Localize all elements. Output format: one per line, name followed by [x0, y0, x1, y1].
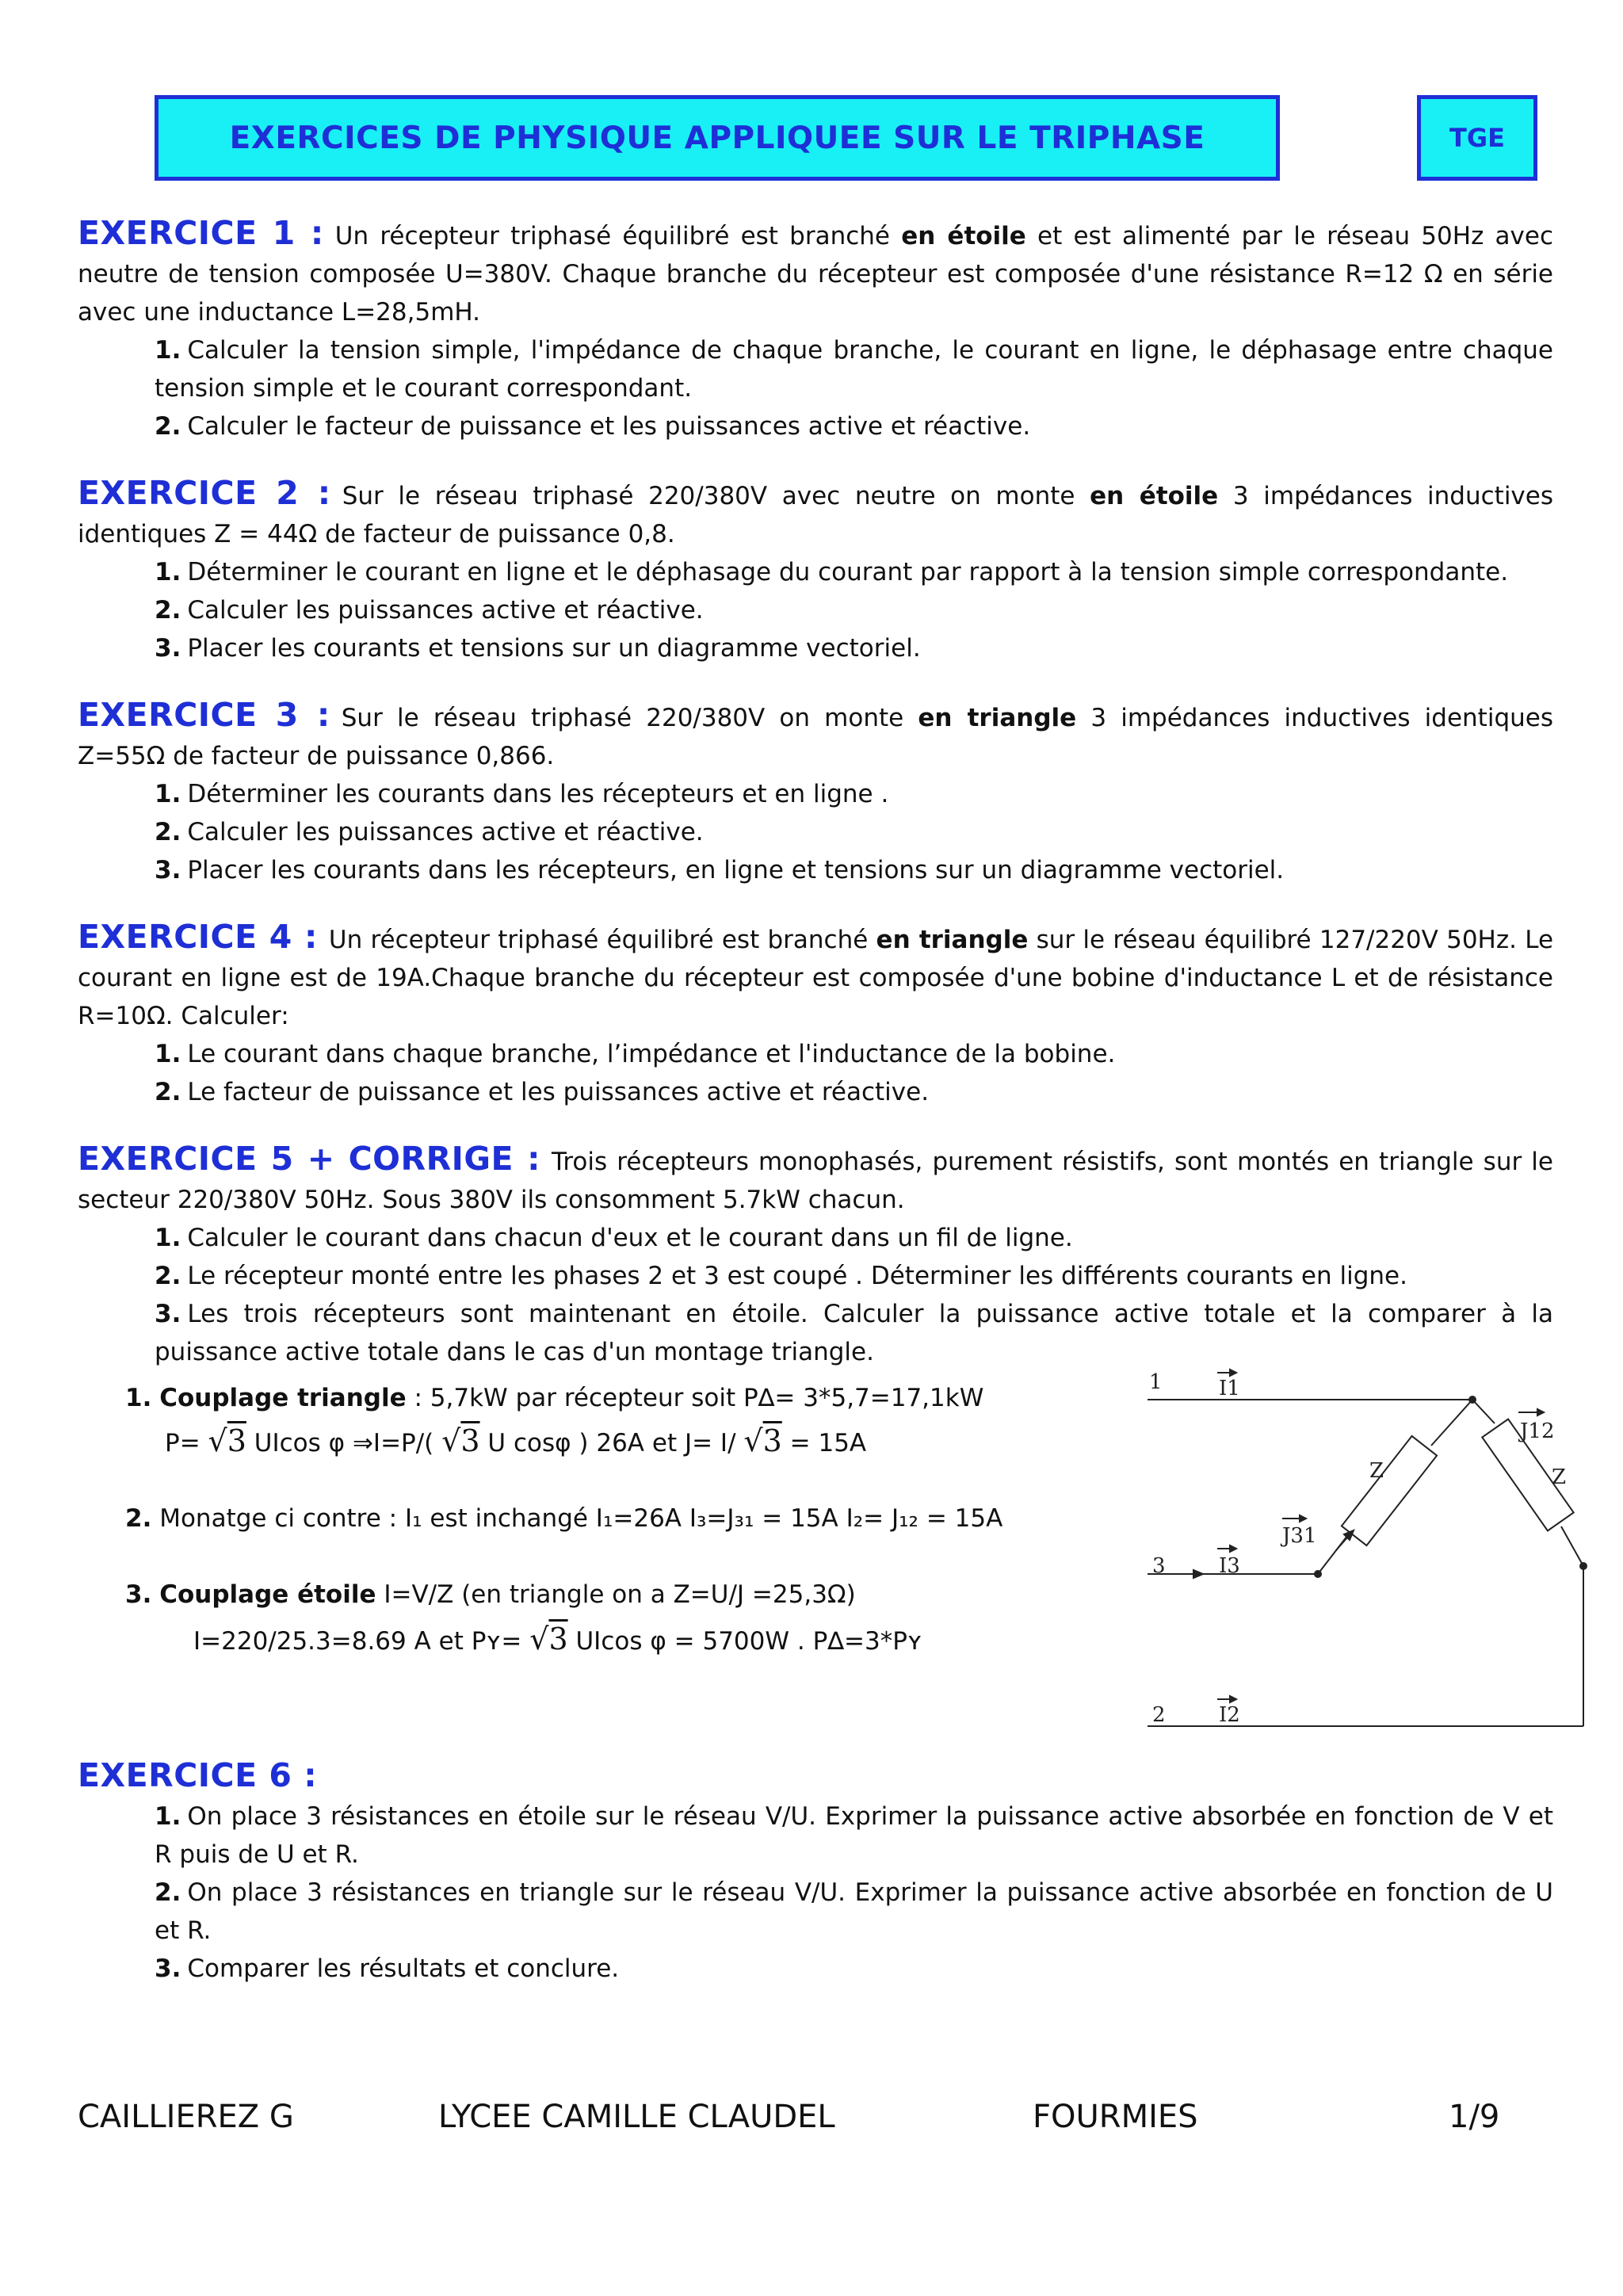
question-item [78, 1073, 1553, 1111]
exercise-2 [78, 474, 1553, 667]
formula-part: P= [165, 1429, 200, 1457]
exercise-6 [78, 1756, 1553, 1988]
intro-text: Sur le réseau triphasé 220/380V on monte [341, 704, 918, 732]
intro-keyword: en triangle [918, 704, 1077, 732]
question-text: Calculer le facteur de puissance et les puissances active et réactive. [187, 412, 1031, 441]
formula-part: = 15A [789, 1429, 867, 1457]
question-text: Le récepteur monté entre les phases 2 et 3 est coupé . Déterminer les différents courants en ligne. [187, 1262, 1407, 1290]
j12-label: J12 [1520, 1419, 1555, 1443]
question-item [78, 1035, 1553, 1073]
intro-text: et est alimenté par le réseau 50Hz avec neutre de tension composée U=380V. Chaque branche du récepteur est composée d'une résistance R=12 Ω en série avec une inductance L=28,5mH. [78, 222, 1553, 327]
question-number: 2. [155, 1878, 181, 1907]
footer-author: CAILLIEREZ G [78, 2099, 294, 2135]
sqrt-symbol: √3 [208, 1423, 246, 1458]
question-item [78, 1257, 1553, 1295]
question-number: 2. [155, 412, 181, 441]
question-number: 1. [155, 336, 181, 365]
exercise-1 [78, 214, 1553, 445]
triangle-circuit-diagram [1140, 1312, 1599, 1756]
exercise-3 [78, 696, 1553, 889]
question-number: 3. [155, 1300, 181, 1328]
corrige-line-1 [125, 1384, 983, 1412]
question-item [78, 331, 1553, 407]
corrige-text-span: : 5,7kW par récepteur soit P∆= 3*5,7=17,1kW [406, 1384, 984, 1412]
i3-label: I3 [1219, 1554, 1240, 1578]
wire-branch-right [1561, 1526, 1583, 1566]
sqrt-symbol: √3 [529, 1622, 568, 1656]
question-text: Déterminer le courant en ligne et le déphasage du courant par rapport à la tension simple correspondante. [187, 558, 1509, 586]
page-title: EXERCICES DE PHYSIQUE APPLIQUEE SUR LE TRIPHASE [229, 120, 1205, 156]
sqrt-symbol: √3 [743, 1423, 782, 1458]
question-number: 2. [155, 1078, 181, 1106]
sqrt-symbol: √3 [441, 1423, 480, 1458]
question-text: Le facteur de puissance et les puissances active et réactive. [187, 1078, 930, 1106]
corrige-number: 3. [125, 1580, 152, 1609]
z-left-label: Z [1369, 1459, 1384, 1483]
vector-mark-i2-head [1230, 1696, 1236, 1702]
exercise-1-heading: EXERCICE 1 : [78, 214, 324, 252]
question-text: Comparer les résultats et conclure. [187, 1954, 620, 1983]
i2-label: I2 [1219, 1703, 1240, 1727]
question-list [78, 553, 1553, 667]
exercise-6-intro [78, 1756, 1553, 1797]
question-number: 3. [155, 634, 181, 663]
j31-label: J31 [1282, 1524, 1317, 1548]
intro-keyword: en étoile [1090, 482, 1219, 510]
node-3-label: 3 [1152, 1554, 1166, 1578]
question-number: 3. [155, 856, 181, 884]
question-item [78, 591, 1553, 629]
formula-part: UIcos φ ⇒I=P/( [254, 1429, 434, 1457]
corrige-text-span: I=V/Z (en triangle on a Z=U/J =25,3Ω) [376, 1580, 856, 1609]
question-item [78, 629, 1553, 667]
impedance-z31 [1342, 1436, 1437, 1545]
question-list [78, 775, 1553, 889]
exercise-5-heading: EXERCICE 5 + CORRIGE : [78, 1140, 540, 1178]
corrige-line-1b [165, 1423, 866, 1458]
question-number: 2. [155, 1262, 181, 1290]
question-text: Les trois récepteurs sont maintenant en étoile. Calculer la puissance active totale et la comparer à la puissance active totale dans le cas d'un montage triangle. [155, 1300, 1553, 1366]
question-list [78, 1797, 1553, 1988]
question-number: 2. [155, 818, 181, 846]
question-list [78, 331, 1553, 445]
question-number: 2. [155, 596, 181, 625]
node-2-label: 2 [1152, 1703, 1166, 1727]
question-number: 1. [155, 558, 181, 586]
corrige-keyword: Couplage triangle [159, 1384, 407, 1412]
question-item [78, 1797, 1553, 1874]
corrige-keyword: Couplage étoile [159, 1580, 376, 1609]
question-text: Placer les courants dans les récepteurs, en ligne et tensions sur un diagramme vectoriel. [187, 856, 1285, 884]
corrige-number: 1. [125, 1384, 152, 1412]
formula-part: U cosφ ) 26A et J= I/ [487, 1429, 736, 1457]
question-item [78, 1219, 1553, 1257]
question-text: Calculer le courant dans chacun d'eux et le courant dans un fil de ligne. [187, 1224, 1073, 1252]
question-item [78, 1950, 1553, 1988]
sqrt-value: 3 [227, 1423, 246, 1458]
question-item [78, 407, 1553, 445]
title-banner [155, 95, 1280, 181]
question-number: 1. [155, 780, 181, 808]
footer-page-number: 1/9 [1449, 2099, 1500, 2135]
corrige-text-span: Monatge ci contre : I₁ est inchangé I₁=26A I₃=J₃₁ = 15A I₂= J₁₂ = 15A [159, 1504, 1003, 1533]
exercise-3-intro [78, 696, 1553, 775]
exercise-3-heading: EXERCICE 3 : [78, 696, 330, 734]
footer-school: LYCEE CAMILLE CLAUDEL [438, 2099, 835, 2135]
question-text: On place 3 résistances en triangle sur le réseau V/U. Exprimer la puissance active absorbée en fonction de U et R. [155, 1878, 1553, 1945]
exercise-5 [78, 1140, 1567, 1748]
intro-text: Un récepteur triphasé équilibré est branché [334, 222, 902, 250]
intro-keyword: en étoile [901, 222, 1026, 250]
vector-mark-i3-head [1230, 1545, 1236, 1552]
exercise-4-heading: EXERCICE 4 : [78, 918, 318, 956]
node-1-label: 1 [1149, 1370, 1163, 1394]
question-text: Calculer la tension simple, l'impédance de chaque branche, le courant en ligne, le déphasage entre chaque tension simple et le courant correspondant. [155, 336, 1553, 403]
question-text: Calculer les puissances active et réactive. [187, 818, 704, 846]
intro-text: Un récepteur triphasé équilibré est branché [328, 926, 876, 954]
intro-text: Sur le réseau triphasé 220/380V avec neutre on monte [342, 482, 1090, 510]
question-item [78, 1874, 1553, 1950]
exercise-2-heading: EXERCICE 2 : [78, 474, 331, 512]
corrige-line-3 [125, 1580, 856, 1609]
sqrt-value: 3 [762, 1423, 782, 1458]
exercise-4 [78, 918, 1553, 1111]
exercise-5-intro [78, 1140, 1553, 1219]
intro-text: 3 impédances inductives identiques Z = 44Ω de facteur de puissance 0,8. [78, 482, 1554, 548]
question-number: 1. [155, 1040, 181, 1068]
exercise-1-intro [78, 214, 1553, 331]
class-badge [1417, 95, 1537, 181]
question-item [78, 775, 1553, 813]
z-right-label: Z [1552, 1465, 1567, 1489]
exercise-6-heading: EXERCICE 6 : [78, 1756, 318, 1794]
footer-city: FOURMIES [1033, 2099, 1198, 2135]
wire-branch-left [1431, 1400, 1472, 1446]
vector-mark-j12-head [1537, 1409, 1544, 1415]
intro-text: sur le réseau équilibré 127/220V 50Hz. Le courant en ligne est de 19A.Chaque branche du récepteur est composée d'une bobine d'inductance L et de résistance R=10Ω. Calculer: [78, 926, 1554, 1030]
formula-part: UIcos φ = 5700W . P∆=3*Pʏ [575, 1627, 922, 1656]
formula-part: I=220/25.3=8.69 A et Pʏ= [193, 1627, 522, 1656]
corrige-block [78, 1370, 1567, 1748]
question-text: Le courant dans chaque branche, l’impédance et l'inductance de la bobine. [187, 1040, 1116, 1068]
i1-label: I1 [1219, 1377, 1240, 1400]
question-number: 3. [155, 1954, 181, 1983]
corrige-number: 2. [125, 1504, 152, 1533]
exercise-4-intro [78, 918, 1553, 1035]
intro-keyword: en triangle [876, 926, 1029, 954]
corrige-line-3b [193, 1622, 922, 1656]
question-number: 1. [155, 1802, 181, 1831]
question-number: 1. [155, 1224, 181, 1252]
sqrt-value: 3 [460, 1423, 480, 1458]
exercise-2-intro [78, 474, 1553, 553]
question-item [78, 813, 1553, 851]
question-text: Placer les courants et tensions sur un diagramme vectoriel. [187, 634, 921, 663]
question-item [78, 851, 1553, 889]
question-item [78, 553, 1553, 591]
corrige-line-2 [125, 1504, 1002, 1533]
question-text: Calculer les puissances active et réactive. [187, 596, 704, 625]
arrow-i3-head [1193, 1570, 1203, 1578]
question-list [78, 1035, 1553, 1111]
class-badge-label: TGE [1449, 123, 1505, 153]
intro-text: Trois récepteurs monophasés, purement résistifs, sont montés en triangle sur le secteur 220/380V 50Hz. Sous 380V ils consomment 5.7kW chacun. [78, 1148, 1553, 1214]
intro-text: 3 impédances inductives identiques Z=55Ω de facteur de puissance 0,866. [78, 704, 1553, 770]
question-text: On place 3 résistances en étoile sur le réseau V/U. Exprimer la puissance active absorbée en fonction de V et R puis de U et R. [155, 1802, 1553, 1869]
vector-mark-j31-head [1300, 1515, 1306, 1522]
vector-mark-i1-head [1230, 1370, 1236, 1376]
sqrt-value: 3 [548, 1622, 568, 1656]
exercise-list [78, 214, 1567, 2016]
question-text: Déterminer les courants dans les récepteurs et en ligne . [187, 780, 889, 808]
wire-branch-right [1472, 1400, 1495, 1423]
